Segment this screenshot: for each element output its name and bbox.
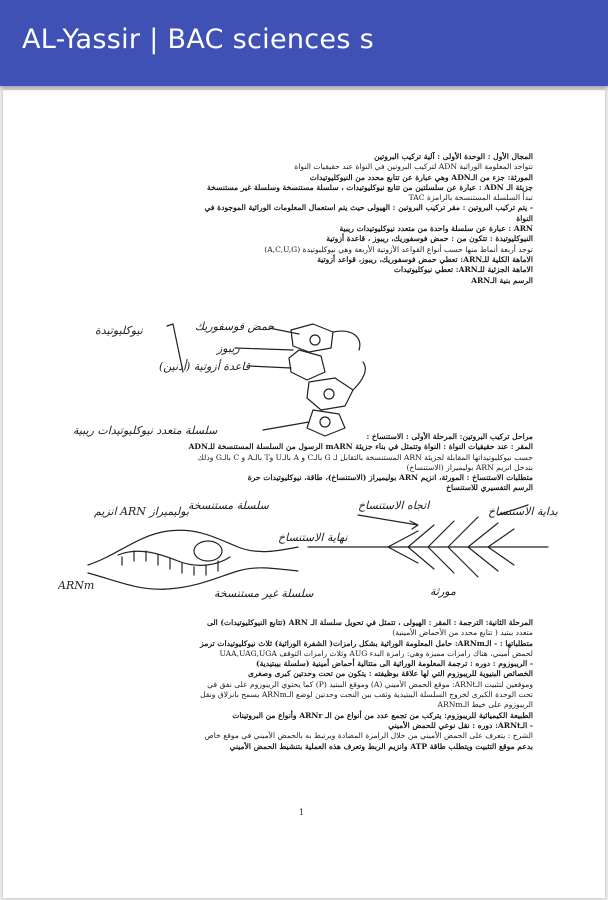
block1-line: الاماهة الجزئية للـARN: تعطي نيوكليوتيدات bbox=[393, 265, 533, 275]
block3-line: الطبيعة الكيميائية للريبوزوم: يتركب من تجمع عدد من أنواع من الـ ARNr وأنواع من البروتينات bbox=[232, 710, 533, 720]
block1-line: ARN : عبارة عن سلسلة واحدة من متعدد نيوكليوتيدات ريبية bbox=[339, 224, 533, 234]
block2-line: المقر : عند حقيقيات النواة : النواة وتتمثل في بناء جزيئة mARN الرسول من السلسلة المستنسخة للـADN bbox=[188, 442, 533, 452]
label-phosphate: حمض فوسفوريك bbox=[195, 320, 275, 333]
app-title: AL-Yassir | BAC sciences s bbox=[22, 24, 374, 55]
label-enzyme: انزيم ARN بوليميراز bbox=[94, 505, 189, 518]
block3-line: الخصائص البنيوية للريبوزوم التي لها علاقة بوظيفته : يتكون من تحت وحدتين كبرى وصغرى bbox=[247, 669, 533, 679]
chain-link bbox=[333, 331, 360, 350]
block3-line: لحمض أميني، هناك رامزات مميزة وهي: رامزة البدء AUG وثلاث رامزات التوقف UAA,UAG,UGA bbox=[219, 648, 533, 658]
block1-line: النواة bbox=[516, 213, 533, 223]
label-ribose: ريبوز bbox=[217, 342, 240, 355]
document-page[interactable] bbox=[3, 90, 605, 898]
label-nucleotide: نيوكليوتيدة bbox=[95, 324, 143, 337]
block3-line: متطلباتها : - الـARNm: حامل المعلومة الوراثية بشكل رامزات( الشفرة الوراثية) ثلاث نيوكليوتيدات ترمز bbox=[200, 638, 533, 648]
block1-line: تتواجد المعلومة الوراثية ADN لتركيب البروتين في النواة عند حقيقيات النواة bbox=[294, 162, 533, 172]
text-block-translation bbox=[53, 618, 533, 752]
label-base: قاعدة أزوتية (أدنين) bbox=[159, 360, 250, 373]
label-non-template-strand: سلسلة غير مستنسخة bbox=[214, 587, 314, 600]
block1-line: تبدأ السلسلة المستنسخة بالرامزة TAC bbox=[408, 193, 533, 203]
label-gene: مورثة bbox=[430, 585, 456, 598]
block3-line: - الـARNt: دوره : نقل نوعي للحمض الأميني bbox=[388, 720, 533, 730]
label-direction: اتجاه الاستنساخ bbox=[358, 499, 430, 512]
block1-line: الاماهة الكلية للـARN: تعطي حمض فوسفوريك، ريبوز، قواعد أزوتية bbox=[317, 254, 533, 264]
page-number: 1 bbox=[299, 808, 305, 817]
block1-line: توجد أربعة أنماط منها حسب أنواع القواعد الأزوتية الأربعة وهي نيوكليوتيدة (A,C,U,G) bbox=[264, 244, 533, 254]
transcription-bubble bbox=[88, 530, 298, 589]
ribose-ring-bottom bbox=[307, 378, 353, 436]
ribose-ring-top bbox=[289, 324, 333, 380]
arn-structure-diagram bbox=[63, 310, 383, 440]
block3-line: الريبوزوم على خيط الـARNm bbox=[437, 700, 533, 710]
block3-line: الشرح : يتعرف على الحمض الأميني من خلال الرامزة المضادة ويرتبط به بالحمض الأميني في موقع خاص bbox=[204, 731, 533, 741]
text-block-intro bbox=[53, 152, 533, 286]
block3-line: متعدد ببتيد ( تتابع محدد من الأحماض الأمينية) bbox=[392, 628, 533, 638]
block1-line: المورثة: جزء من الـADN وهي عبارة عن تتابع محدد من النيوكليوتيدات bbox=[309, 172, 533, 182]
block2-line: متطلبات الاستنساخ : المورثة، انزيم ARN بوليميراز (الاستنساخ)، طاقة، نيوكليوتيدات حرة bbox=[247, 473, 533, 483]
chain-link-2 bbox=[353, 362, 365, 390]
block3-line: المرحلة الثانية: الترجمة : المقر : الهيولى ، تتمثل في تحويل سلسلة الـ ARN (تتابع النيوكليوتيدات) الى bbox=[206, 618, 533, 627]
block3-line: - الريبوزوم : دوره : ترجمة المعلومة الوراثية الى متتالية أحماض أمينية (سلسلة بيبتيدية) bbox=[256, 659, 533, 669]
block2-line: مراحل تركيب البروتين: المرحلة الأولى : الاستنساخ : bbox=[366, 432, 533, 441]
block2-line: بتدخل انزيم ARN بوليميراز (الاستنساخ) bbox=[406, 462, 533, 472]
label-start: بداية الاستنساخ bbox=[488, 505, 558, 518]
block3-line: وموقعين لتثبيت الـARNt: موقع الحمض الأميني (A) وموقع الببتيد (P) كما يحتوي الريبوزوم على نفق في bbox=[207, 679, 533, 689]
label-end: نهاية الاستنساخ bbox=[278, 531, 348, 544]
block3-line: تحت الوحدة الكبرى لخروج السلسلة الببتيدية وثقب بين النحت وحدتين لوضع الـARNm يسمح بانزلاق ونقل bbox=[200, 690, 533, 700]
text-block-transcription bbox=[53, 432, 533, 494]
transcription-diagram bbox=[58, 495, 558, 605]
label-template-strand: سلسلة مستنسخة bbox=[188, 499, 269, 512]
block1-line: جزيئة الـ ADN : عبارة عن سلسلتين من تتابع نيوكليوتيدات ، سلسلة مستنسخة وسلسلة غير مستنسخة bbox=[207, 182, 533, 192]
block1-line: - يتم تركيب البروتين : مقر تركيب البروتين : الهيولى حيث يتم استعمال المعلومات الوراثية الموجودة في bbox=[204, 203, 533, 213]
block1-line: المجال الأول : الوحدة الأولى : آلية تركيب البروتين bbox=[374, 152, 533, 161]
block3-line: بدعم موقع التثبيت ويتطلب طاقة ATP وانزيم الربط وتعرف هذه العملية بتنشيط الحمض الأميني bbox=[229, 741, 533, 751]
label-arnm: ARNm bbox=[58, 579, 95, 592]
label-chain: سلسلة متعدد نيوكليوتيدات ريبية bbox=[73, 424, 218, 437]
block1-line: الرسم بنية الـARN bbox=[471, 275, 533, 285]
block1-line: النيوكليوتيدة : تتكون من : حمض فوسفوريك، ريبوز ، قاعدة أزوتية bbox=[326, 234, 533, 244]
block2-line: الرسم التفسيري للاستنساخ bbox=[446, 483, 533, 493]
block2-line: حسب نيوكليوتيداتها المقابلة لجزيئة ARN المستنسخة بالتقابل لـ G بالـC و A بالـU وT بالـA و C بالـG وذلك bbox=[197, 452, 533, 462]
app-bar bbox=[0, 0, 608, 86]
